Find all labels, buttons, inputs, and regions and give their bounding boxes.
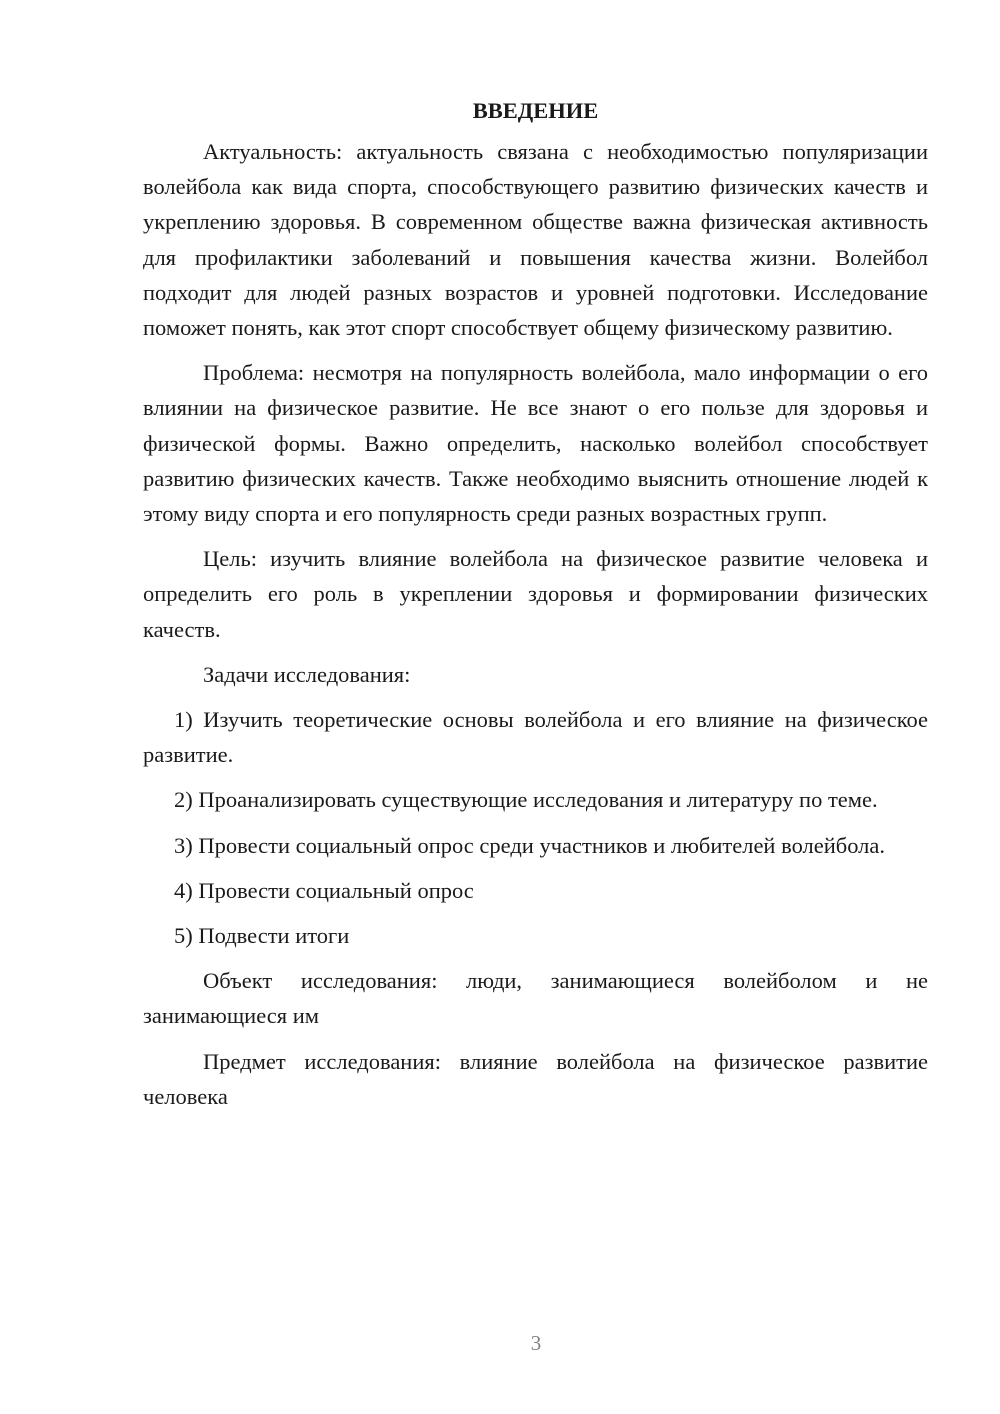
list-item: 5) Подвести итоги	[174, 923, 350, 949]
paragraph-tasks-heading: Задачи исследования:	[203, 661, 411, 687]
list-item: 2) Проанализировать существующие исследования и литературу по теме.	[174, 787, 878, 813]
list-item: 4) Провести социальный опрос	[174, 877, 474, 903]
list-item: 3) Провести социальный опрос среди участников и любителей волейбола.	[174, 832, 886, 858]
tasks-list	[143, 702, 928, 953]
page-content	[143, 93, 928, 1124]
paragraph-goal: Цель: изучить влияние волейбола на физическое развитие человека и определить его роль в укреплении здоровья и формировании физических качеств.	[143, 546, 928, 642]
paragraph-object: Объект исследования: люди, занимающиеся волейболом и не занимающиеся им	[143, 968, 928, 1029]
paragraph-subject: Предмет исследования: влияние волейбола на физическое развитие человека	[143, 1048, 928, 1109]
list-item: 1) Изучить теоретические основы волейбола и его влияние на физическое развитие.	[143, 707, 928, 768]
paragraph-relevance: Актуальность: актуальность связана с необходимостью популяризации волейбола как вида спорта, способствующего развитию физических качеств и укреплению здоровья. В современном обществе важна физическая активность для профилактики заболеваний и повышения качества жизни. Волейбол подходит для людей разных возрастов и уровней подготовки. Исследование поможет понять, как этот спорт способствует общему физическому развитию.	[143, 139, 928, 341]
paragraph-problem: Проблема: несмотря на популярность волейбола, мало информации о его влиянии на физическое развитие. Не все знают о его пользе для здоровья и физической формы. Важно определить, насколько волейбол способствует развитию физических качеств. Также необходимо выяснить отношение людей к этому виду спорта и его популярность среди разных возрастных групп.	[143, 360, 928, 527]
page-title: ВВЕДЕНИЕ	[472, 98, 599, 123]
page-number: 3	[530, 1331, 542, 1355]
